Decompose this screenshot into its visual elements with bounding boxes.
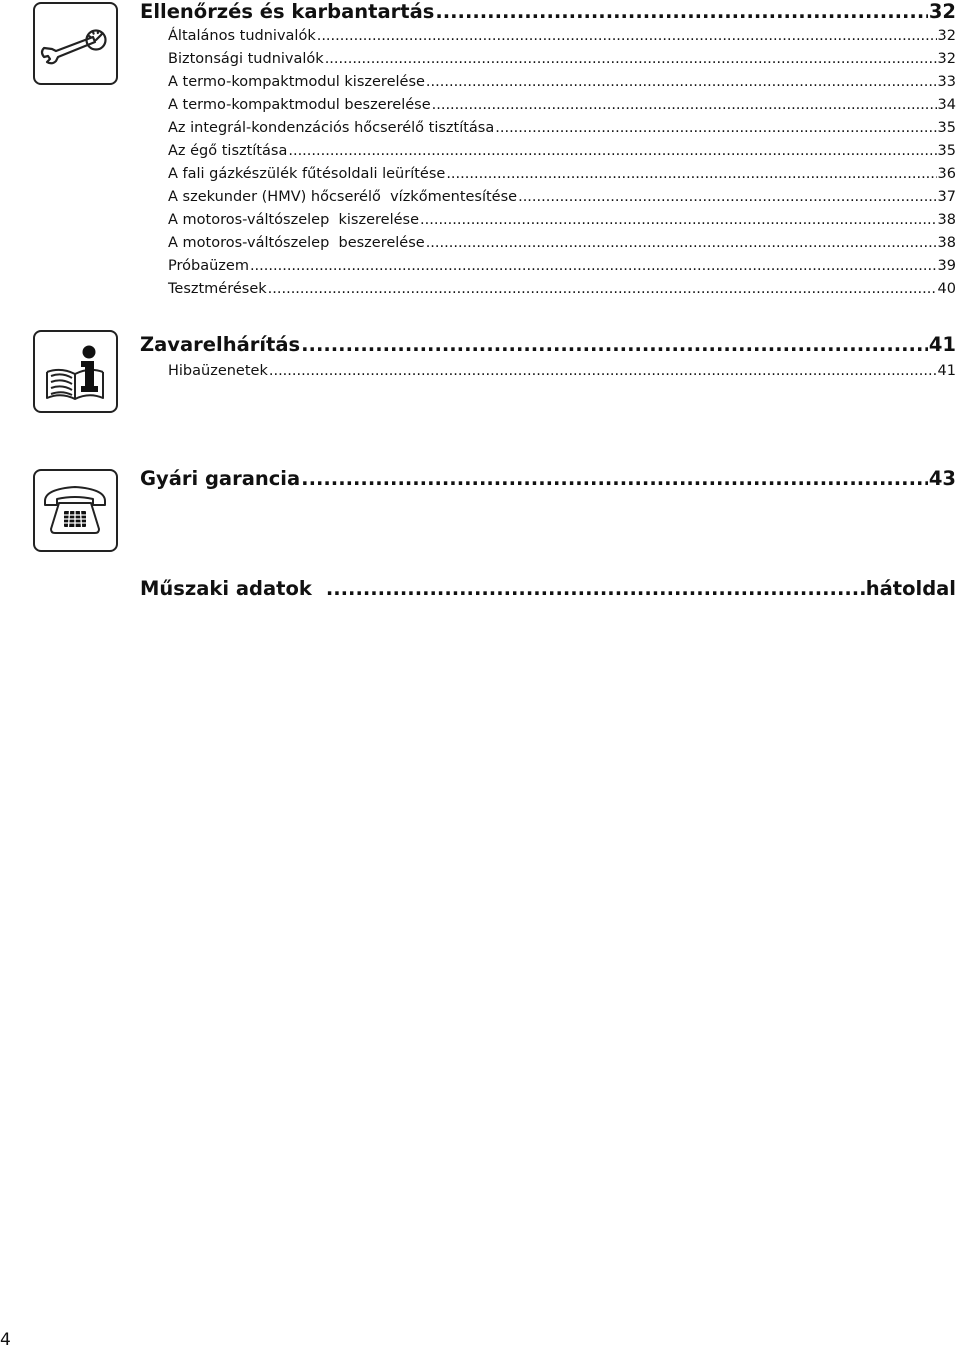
toc-item[interactable]: A termo-kompaktmodul kiszerelése ..... 33 [168, 71, 956, 94]
toc-item[interactable]: Az égő tisztítása ..... 35 [168, 140, 956, 163]
toc-item[interactable]: Az integrál-kondenzációs hőcserélő tisztítása ..... 35 [168, 117, 956, 140]
toc-heading-technical-data[interactable]: Műszaki adatok ..... hátoldal [140, 577, 956, 601]
troubleshooting-icon-box [33, 330, 118, 413]
maintenance-icon-box [33, 2, 118, 85]
page-number: 4 [0, 1330, 11, 1350]
warranty-icon-box [33, 469, 118, 552]
toc-item[interactable]: Általános tudnivalók ..... 32 [168, 25, 956, 48]
toc-item[interactable]: Hibaüzenetek ..... 41 [168, 360, 956, 383]
toc-heading-warranty[interactable]: Gyári garancia ..... 43 [140, 467, 956, 491]
toc-heading-troubleshooting[interactable]: Zavarelhárítás ..... 41 [140, 333, 956, 357]
toc-item[interactable]: Biztonsági tudnivalók ..... 32 [168, 48, 956, 71]
toc-item[interactable]: Próbaüzem ..... 39 [168, 255, 956, 278]
toc-item[interactable]: A motoros-váltószelep beszerelése ..... 38 [168, 232, 956, 255]
toc-item[interactable]: Tesztmérések ..... 40 [168, 278, 956, 301]
toc-item[interactable]: A motoros-váltószelep kiszerelése ..... 38 [168, 209, 956, 232]
toc-item[interactable]: A termo-kompaktmodul beszerelése ..... 34 [168, 94, 956, 117]
toc-item[interactable]: A fali gázkészülék fűtésoldali leürítése ..... 36 [168, 163, 956, 186]
info-book-icon [35, 332, 116, 411]
toc-heading-maintenance[interactable]: Ellenőrzés és karbantartás ..... 32 [140, 0, 956, 24]
telephone-icon [35, 471, 116, 550]
wrench-gauge-icon [35, 4, 116, 83]
toc-item[interactable]: A szekunder (HMV) hőcserélő vízkőmentesítése ..... 37 [168, 186, 956, 209]
